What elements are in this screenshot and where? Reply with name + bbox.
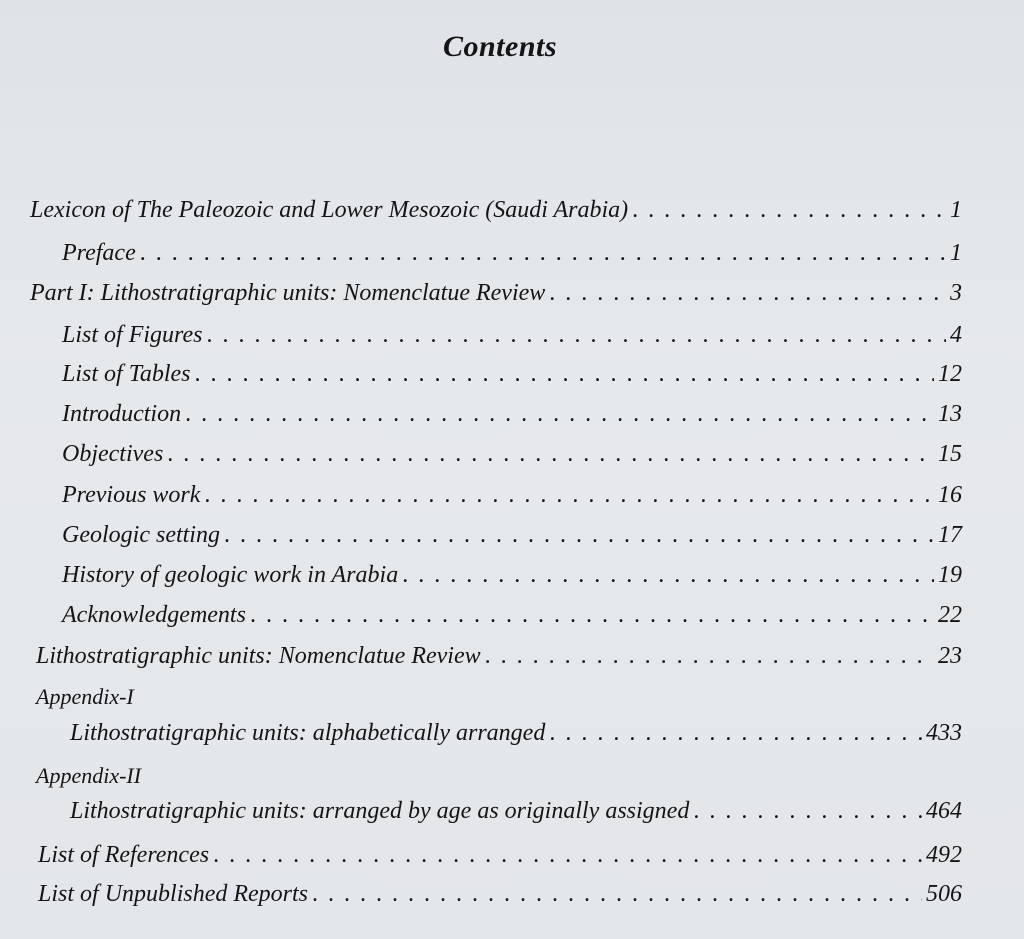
toc-entry-geologic-setting[interactable]	[62, 518, 962, 552]
appendix-1-heading: Appendix-I	[36, 684, 134, 709]
toc-entry-page: 17	[938, 522, 962, 548]
leader-dots	[485, 639, 934, 673]
toc-entry-page: 506	[926, 881, 962, 907]
leader-dots	[250, 598, 934, 632]
toc-entry-label: Acknowledgements	[62, 602, 246, 628]
toc-entry-label: Lexicon of The Paleozoic and Lower Mesozoic (Saudi Arabia)	[30, 197, 629, 223]
leader-dots	[206, 318, 946, 352]
toc-entry-appendix-1[interactable]	[70, 716, 962, 750]
toc-entry-appendix-2[interactable]	[70, 794, 962, 828]
toc-entry-label: Part I: Lithostratigraphic units: Nomenclatue Review	[30, 280, 546, 306]
toc-entry-page: 15	[938, 441, 962, 467]
appendix-2-heading: Appendix-II	[36, 763, 142, 788]
toc-entry-part-1[interactable]	[30, 276, 962, 310]
toc-entry-history[interactable]	[62, 558, 962, 592]
leader-dots	[402, 558, 934, 592]
toc-entry-page: 4	[950, 322, 962, 348]
toc-entry-page: 464	[926, 798, 962, 824]
toc-entry-list-of-tables[interactable]	[62, 357, 962, 391]
toc-entry-nomenclature-review[interactable]	[36, 639, 962, 673]
toc-entry-label: Introduction	[62, 401, 182, 427]
toc-entry-page: 492	[926, 842, 962, 868]
toc-entry-previous-work[interactable]	[62, 478, 962, 512]
toc-entry-label: Previous work	[62, 482, 201, 508]
toc-entry-label: Lithostratigraphic units: alphabetically arranged	[70, 720, 546, 746]
toc-entry-list-of-figures[interactable]	[62, 318, 962, 352]
leader-dots	[195, 357, 935, 391]
leader-dots	[549, 276, 946, 310]
toc-entry-label: Preface	[62, 240, 136, 266]
toc-entry-objectives[interactable]	[62, 437, 962, 471]
toc-entry-unpublished-reports[interactable]	[38, 877, 962, 911]
toc-entry-label: Objectives	[62, 441, 164, 467]
leader-dots	[693, 794, 922, 828]
leader-dots	[185, 397, 934, 431]
toc-entry-page: 16	[938, 482, 962, 508]
toc-entry-lexicon[interactable]	[30, 193, 962, 227]
toc-entry-label: List of Unpublished Reports	[38, 881, 309, 907]
toc-entry-label: List of References	[38, 842, 210, 868]
toc-entry-page: 22	[938, 602, 962, 628]
toc-entry-references[interactable]	[38, 838, 962, 872]
toc-entry-page: 1	[950, 197, 962, 223]
leader-dots	[213, 838, 922, 872]
toc-entry-preface[interactable]	[62, 236, 962, 270]
leader-dots	[312, 877, 922, 911]
toc-entry-label: List of Tables	[62, 361, 191, 387]
toc-entry-label: History of geologic work in Arabia	[62, 562, 399, 588]
leader-dots	[167, 437, 934, 471]
toc-entry-label: Lithostratigraphic units: arranged by age as originally assigned	[70, 798, 690, 824]
leader-dots	[224, 518, 934, 552]
page-title: Contents	[442, 30, 558, 63]
toc-entry-page: 433	[926, 720, 962, 746]
toc-entry-acknowledgements[interactable]	[62, 598, 962, 632]
toc-entry-label: Geologic setting	[62, 522, 220, 548]
toc-entry-page: 3	[950, 280, 962, 306]
toc-entry-page: 23	[938, 643, 962, 669]
toc-entry-page: 19	[938, 562, 962, 588]
leader-dots	[140, 236, 946, 270]
toc-entry-page: 1	[950, 240, 962, 266]
leader-dots	[204, 478, 934, 512]
toc-entry-page: 12	[938, 361, 962, 387]
toc-entry-label: Lithostratigraphic units: Nomenclatue Review	[36, 643, 481, 669]
toc-entry-page: 13	[938, 401, 962, 427]
toc-entry-introduction[interactable]	[62, 397, 962, 431]
leader-dots	[632, 193, 946, 227]
toc-entry-label: List of Figures	[62, 322, 203, 348]
leader-dots	[549, 716, 922, 750]
